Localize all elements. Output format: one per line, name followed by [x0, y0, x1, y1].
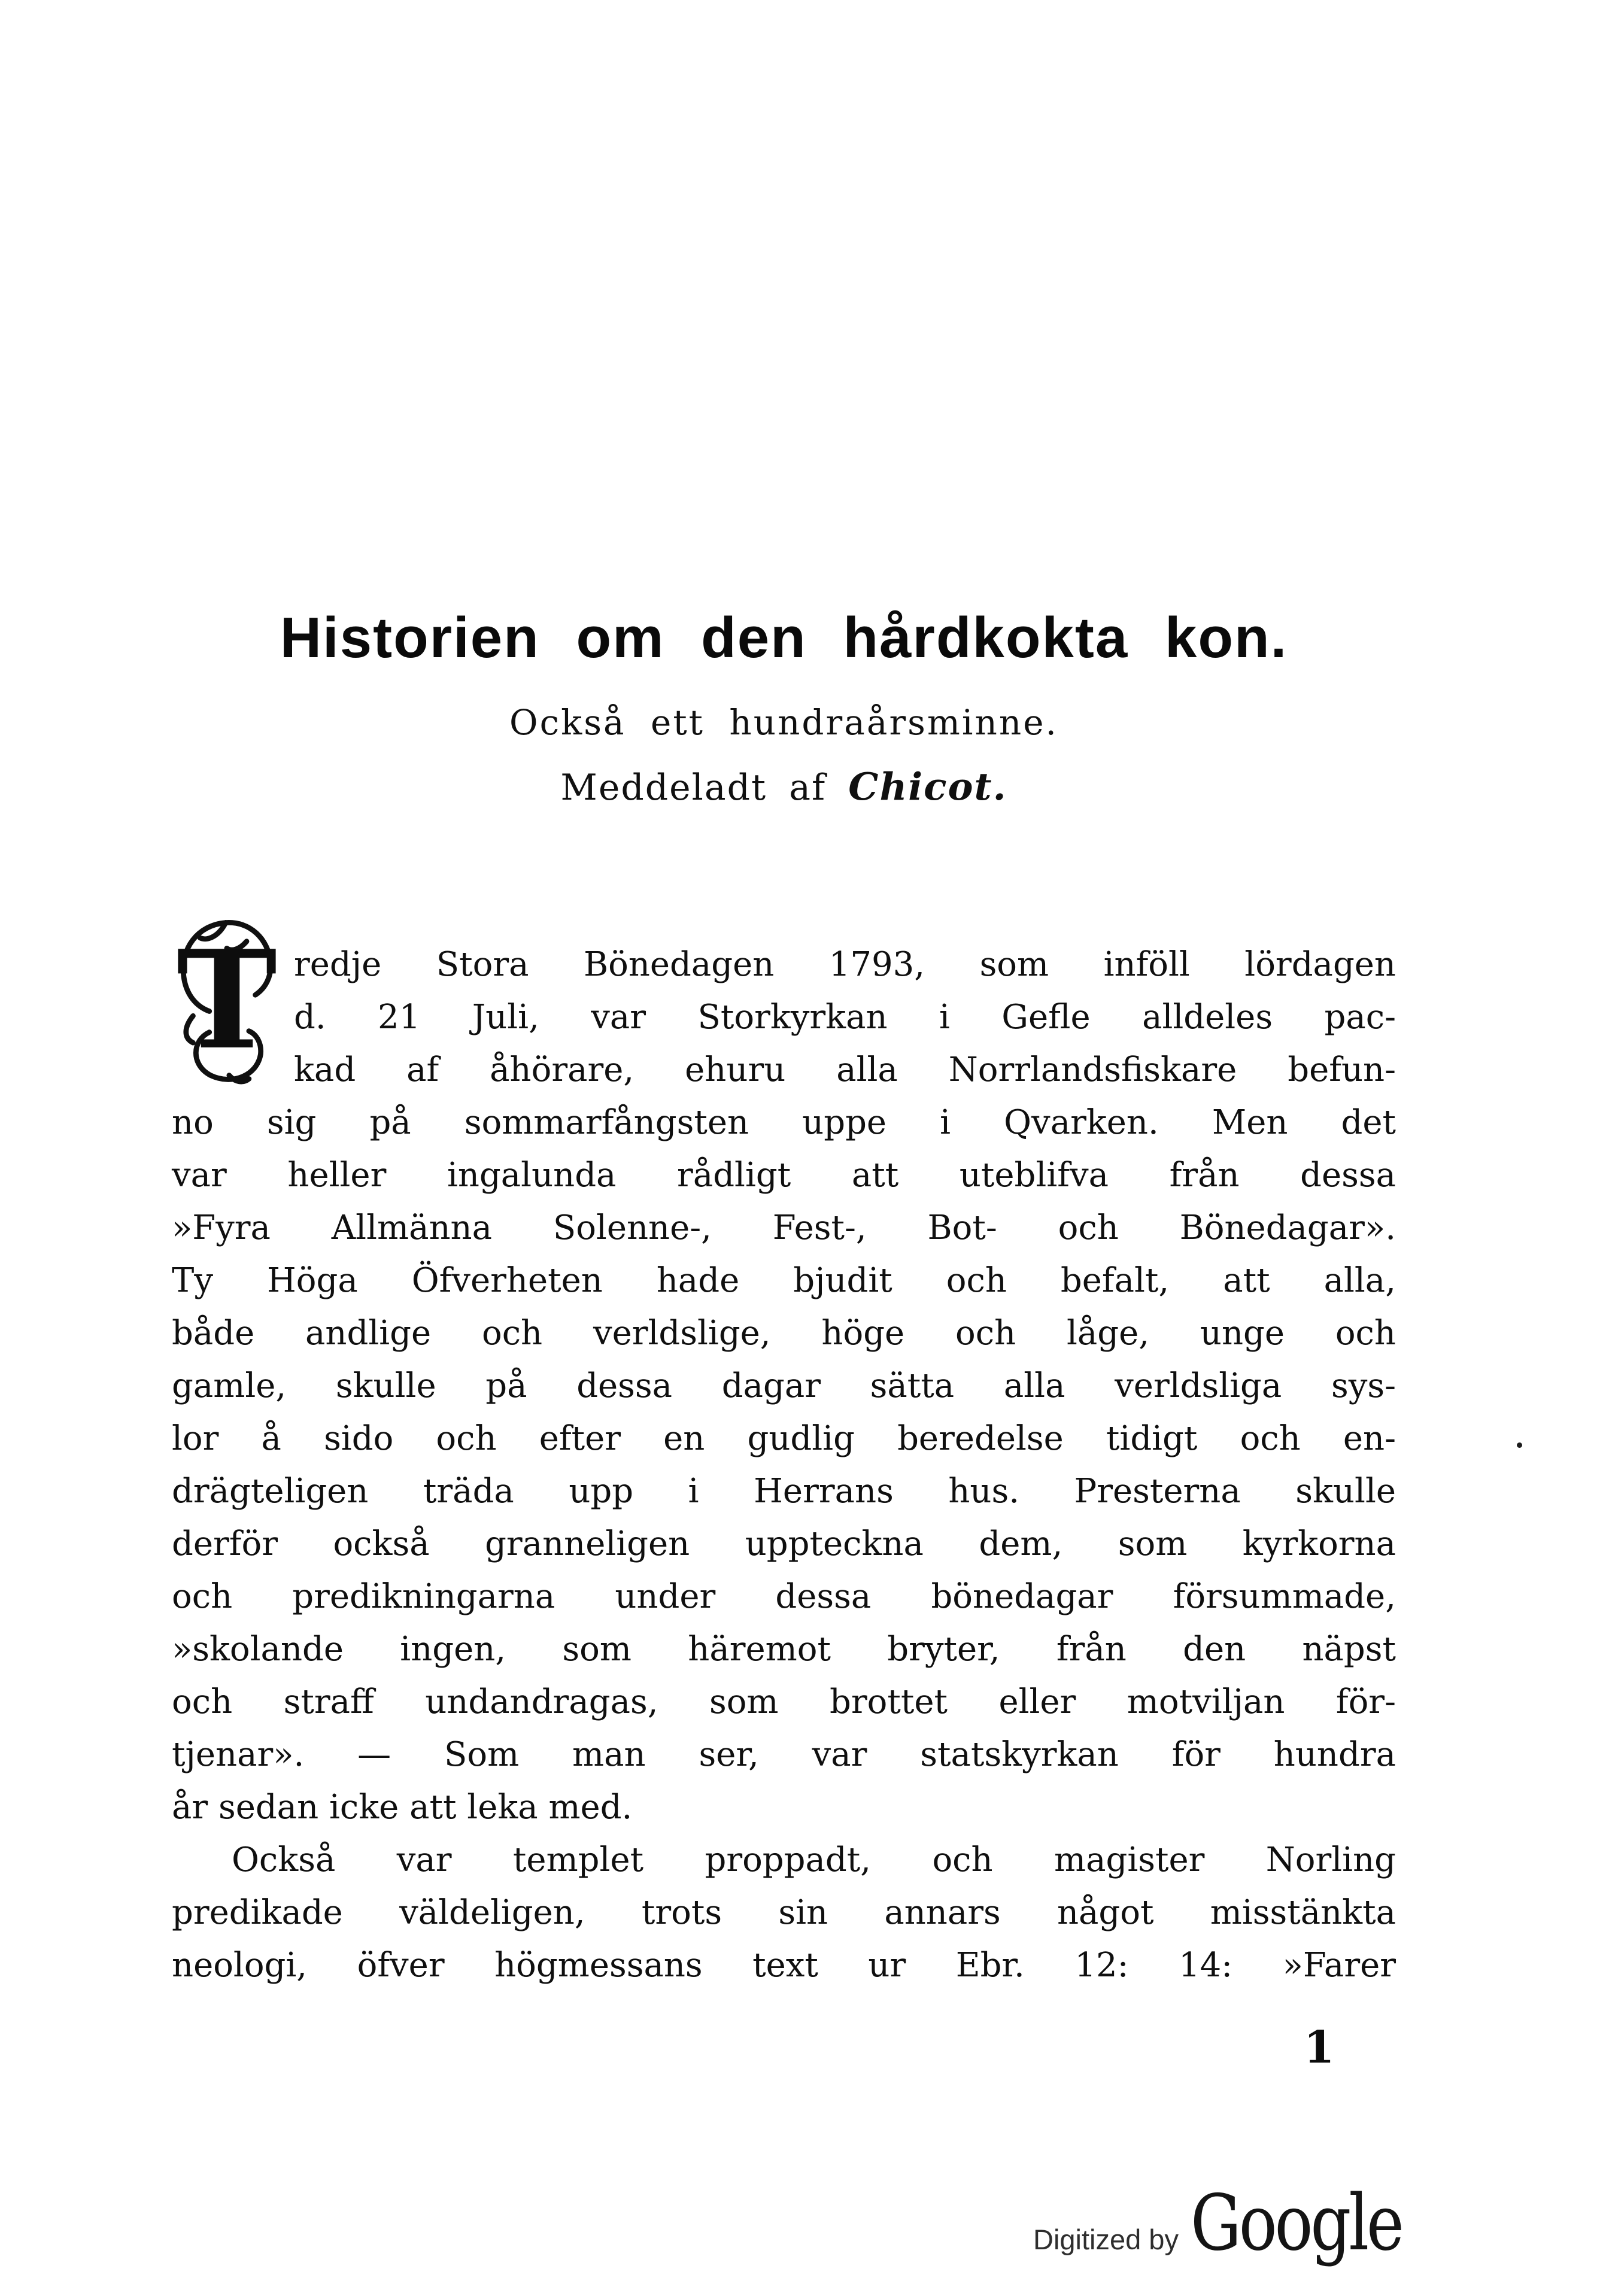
text-line: drägteligen träda upp i Herrans hus. Presterna skulle: [172, 1472, 1396, 1511]
ornate-initial: [172, 913, 278, 1088]
text-line: och predikningarna under dessa bönedagar försummade,: [172, 1577, 1396, 1616]
text-line: var heller ingalunda rådligt att uteblifva från dessa: [172, 1156, 1396, 1195]
digitized-by-label: Digitized by: [1033, 2224, 1179, 2255]
text-line: »skolande ingen, som häremot bryter, från den näpst: [172, 1630, 1396, 1669]
text-line: »Fyra Allmänna Solenne-, Fest-, Bot- och Bönedagar».: [172, 1208, 1396, 1247]
article-subtitle: Också ett hundraårsminne.: [509, 702, 1058, 743]
text-line: både andlige och verldslige, höge och låge, unge och: [172, 1314, 1396, 1353]
svg-text:T: T: [176, 921, 277, 1080]
text-line: neologi, öfver högmessans text ur Ebr. 12: 14: »Farer: [172, 1946, 1396, 1985]
google-watermark: [1033, 2179, 1445, 2268]
text-line: Också var templet proppadt, och magister Norling: [232, 1841, 1396, 1879]
text-line: och straff undandragas, som brottet eller motviljan för-: [172, 1682, 1396, 1721]
text-line: redje Stora Bönedagen 1793, som inföll lördagen: [294, 945, 1396, 984]
text-line: kad af åhörare, ehuru alla Norrlandsfiskare befun-: [294, 1050, 1396, 1089]
google-logo: Google: [1190, 2179, 1402, 2268]
byline-prefix: Meddeladt af: [560, 767, 827, 809]
text-line: lor å sido och efter en gudlig beredelse tidigt och en-: [172, 1419, 1396, 1458]
page-number: 1: [1304, 2022, 1335, 2073]
byline-author: Chicot.: [848, 764, 1007, 809]
byline: [172, 764, 1396, 809]
body-text: [172, 921, 1396, 1992]
ornate-initial-icon: [172, 913, 278, 1088]
text-line: år sedan icke att leka med.: [172, 1788, 633, 1827]
text-line: d. 21 Juli, var Storkyrkan i Gefle alldeles pac-: [294, 998, 1396, 1037]
article-title: Historien om den hårdkokta kon.: [280, 606, 1288, 670]
text-line: no sig på sommarfångsten uppe i Qvarken. Men det: [172, 1103, 1396, 1142]
text-line: derför också granneligen uppteckna dem, som kyrkorna: [172, 1524, 1396, 1563]
text-line: gamle, skulle på dessa dagar sätta alla verldsliga sys-: [172, 1366, 1396, 1405]
text-line: Ty Höga Öfverheten hade bjudit och befalt, att alla,: [172, 1261, 1396, 1300]
text-line: predikade väldeligen, trots sin annars något misstänkta: [172, 1893, 1396, 1932]
scan-dot-artifact: [1517, 1442, 1522, 1448]
text-line: tjenar». — Som man ser, var statskyrkan för hundra: [172, 1735, 1396, 1774]
